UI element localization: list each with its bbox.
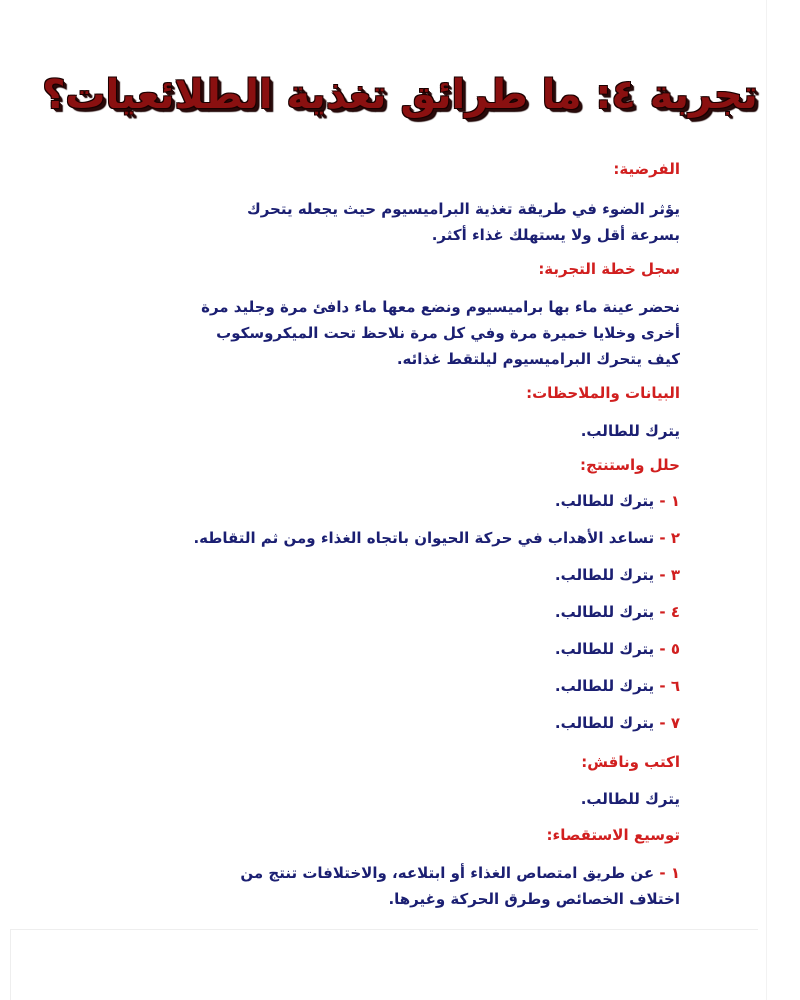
page-edge — [766, 0, 767, 1000]
page-divider — [10, 929, 758, 930]
analyze-heading: حلل واستنتج: — [580, 456, 680, 474]
plan-text: نحضر عينة ماء بها براميسيوم ونضع معها ماء دافئ مرة وجليد مرة أخرى وخلايا خميرة مرة وفي كل مرة نلاحظ تحت الميكروسكوب كيف يتحرك البراميسيوم ليلتقط غذائه. — [201, 298, 680, 368]
analyze-item — [555, 714, 680, 732]
data-text: يترك للطالب. — [580, 422, 680, 440]
item-text: عن طريق امتصاص الغذاء أو ابتلاعه، والاختلافات تنتج من اختلاف الخصائص وطرق الحركة وغيرها. — [240, 864, 680, 908]
item-text: يترك للطالب. — [554, 714, 655, 732]
item-number: ٦ - — [659, 677, 680, 695]
item-text: يترك للطالب. — [554, 677, 655, 695]
item-number: ٤ - — [659, 603, 680, 621]
item-number: ٧ - — [659, 714, 680, 732]
item-number: ١ - — [659, 864, 680, 882]
extend-item — [190, 860, 680, 912]
data-heading: البيانات والملاحظات: — [526, 384, 680, 402]
item-number: ٢ - — [659, 529, 680, 547]
analyze-item — [555, 566, 680, 584]
item-number: ٥ - — [659, 640, 680, 658]
analyze-item — [555, 677, 680, 695]
item-number: ٣ - — [659, 566, 680, 584]
item-text: يترك للطالب. — [554, 603, 655, 621]
discuss-heading: اكتب وناقش: — [581, 753, 680, 771]
item-number: ١ - — [659, 492, 680, 510]
item-text: يترك للطالب. — [554, 640, 655, 658]
analyze-item — [555, 640, 680, 658]
extend-heading: توسيع الاستقصاء: — [546, 826, 680, 844]
page-border — [10, 929, 11, 1000]
plan-heading: سجل خطة التجربة: — [538, 260, 680, 278]
item-text: يترك للطالب. — [554, 566, 655, 584]
page-title: تجربة ٤: ما طرائق تغذية الطلائعيات؟ — [42, 72, 758, 118]
analyze-item — [555, 492, 680, 510]
analyze-item — [193, 529, 680, 547]
discuss-text: يترك للطالب. — [580, 790, 680, 808]
item-text: يترك للطالب. — [554, 492, 655, 510]
hypothesis-text: يؤثر الضوء في طريقة تغذية البراميسيوم حيث يجعله يتحرك بسرعة أقل ولا يستهلك غذاء أكثر. — [246, 200, 680, 244]
hypothesis-heading: الفرضية: — [613, 160, 680, 178]
analyze-item — [555, 603, 680, 621]
item-text: تساعد الأهداب في حركة الحيوان باتجاه الغذاء ومن ثم التقاطه. — [193, 529, 655, 547]
